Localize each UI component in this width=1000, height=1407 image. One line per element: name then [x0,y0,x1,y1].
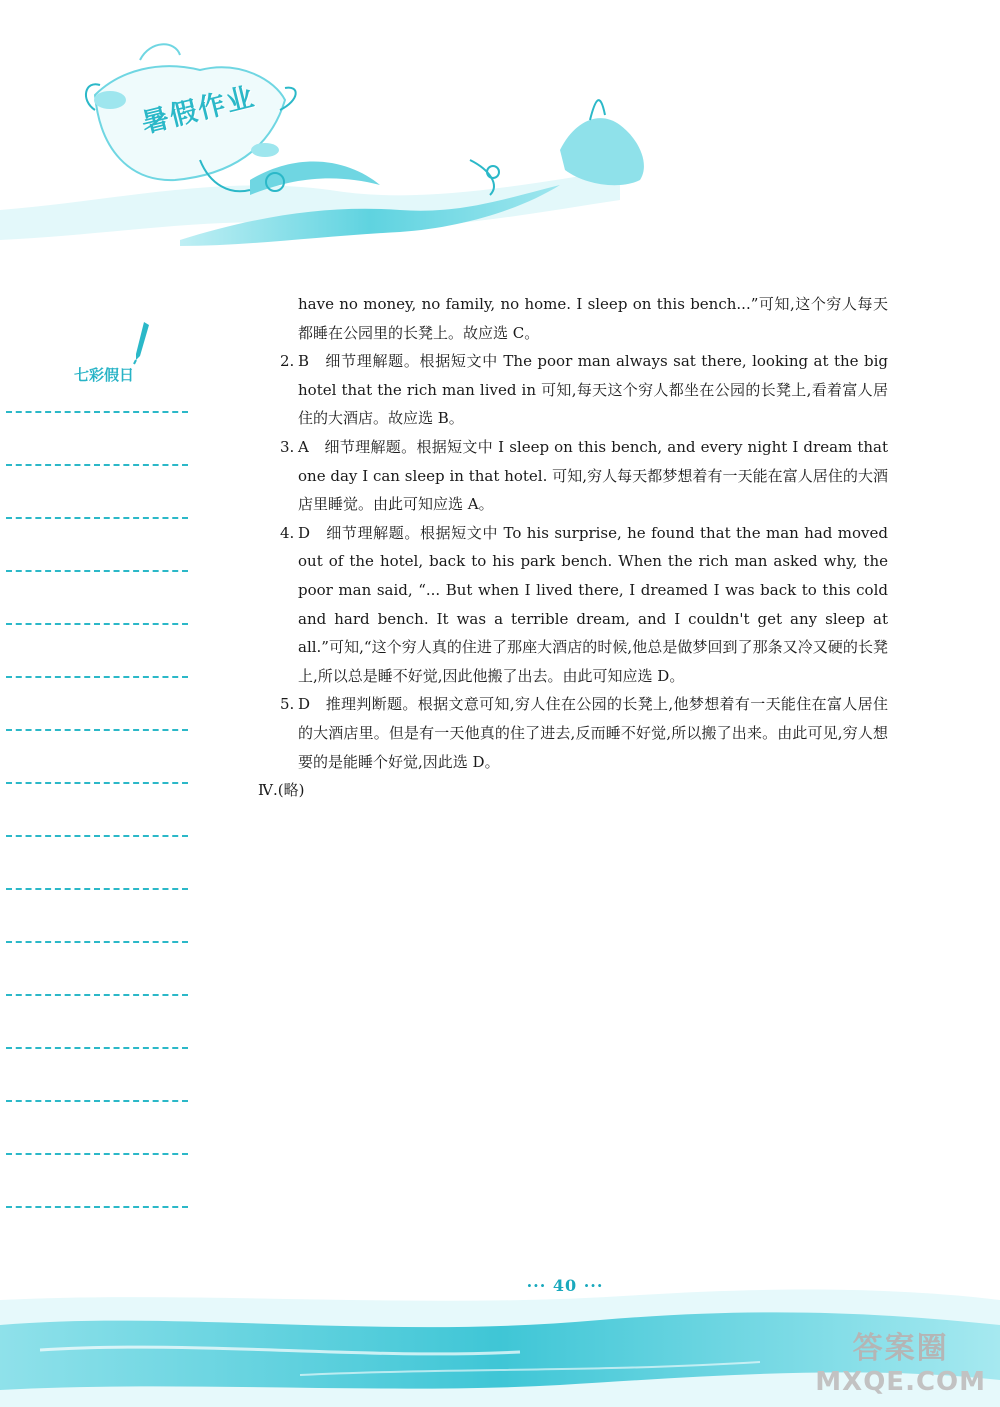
note-line [6,411,188,413]
answer-item [258,433,888,519]
answer-number: 2. [280,352,295,371]
answer-text: A 细节理解题。根据短文中 I sleep on this bench, and every night I dream that one day I can sleep in that hotel. 可知,穷人每天都梦想着有一天能在富人居住的大酒店里睡觉。由此可知应选 A。 [298,437,888,514]
header-title: 暑假作业 [138,81,259,140]
answer-number: 5. [280,695,295,714]
note-line [6,517,188,519]
answer-text: D 细节理解题。根据短文中 To his surprise, he found that the man had moved out of the hotel, back to his park bench. When the rich man asked why, the poor man said, “... But when I lived there, I dreamed I was back to this cold and hard bench. It was a terrible dream, and I couldn't get any sleep at all.”可知,“这个穷人真的住进了那座大酒店的时候,他总是做梦回到了那条又冷又硬的长凳上,所以总是睡不好觉,因此他搬了出去。由此可知应选 D。 [298,523,888,685]
answer-content [258,290,888,805]
note-line [6,782,188,784]
answer-item [258,690,888,776]
note-line [6,1206,188,1208]
pen-icon [132,320,152,366]
answer-text: D 推理判断题。根据文意可知,穷人住在公园的长凳上,他梦想着有一天能住在富人居住的大酒店里。但是有一天他真的住了进去,反而睡不好觉,所以搬了出来。由此可见,穷人想要的是能睡个好觉,因此选 D。 [298,695,888,771]
note-line [6,1047,188,1049]
note-line [6,1100,188,1102]
note-line [6,994,188,996]
answer-text: B 细节理解题。根据短文中 The poor man always sat there, looking at the big hotel that the rich man lived in 可知,每天这个穷人都坐在公园的长凳上,看着富人居住的大酒店。故应选 B。 [298,352,888,428]
answer-item [258,519,888,691]
note-line [6,623,188,625]
note-line [6,888,188,890]
answer-number: 3. [280,437,295,456]
note-line [6,941,188,943]
answer-continuation: have no money, no family, no home. I sleep on this bench...”可知,这个穷人每天都睡在公园里的长凳上。故应选 C。 [298,295,888,342]
watermark [815,1323,986,1397]
note-line [6,729,188,731]
watermark-logo: 答案圈 [852,1331,949,1366]
section-iv: Ⅳ.(略) [258,781,305,800]
answer-number: 4. [280,523,295,542]
note-line [6,835,188,837]
watermark-site: MXQE.COM [815,1367,986,1397]
note-line [6,570,188,572]
answer-item [258,347,888,433]
note-line [6,676,188,678]
brand-label: 七彩假日 [74,366,135,384]
page-number: ··· 40 ··· [526,1276,604,1295]
note-line [6,464,188,466]
note-line [6,1153,188,1155]
